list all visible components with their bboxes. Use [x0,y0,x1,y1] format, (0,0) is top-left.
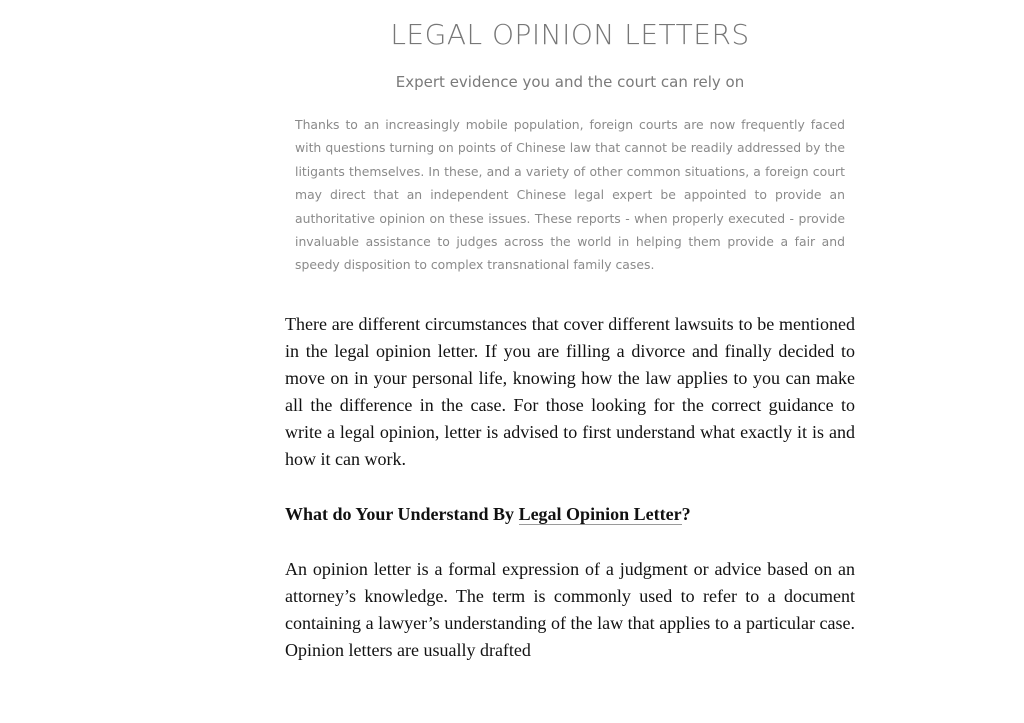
hero-body-text: Thanks to an increasingly mobile population, foreign courts are now frequently faced with questions turning on points of Chinese law that cannot be readily addressed by the litigants themselves. In these, and a variety of other common situations, a foreign court may direct that an independent Chinese legal expert be appointed to provide an authoritative opinion on these issues. These reports - when properly executed - provide invaluable assistance to judges across the world in helping them provide a fair and speedy disposition to complex transnational family cases. [295,117,845,273]
legal-opinion-letter-link[interactable]: Legal Opinion Letter [518,504,682,524]
article-paragraph-2: An opinion letter is a formal expression of a judgment or advice based on an attorney’s knowledge. The term is commonly used to refer to a document containing a lawyer’s understanding of the law that applies to a particular case. Opinion letters are usually drafted [285,559,855,660]
article-intro-paragraph: There are different circumstances that cover different lawsuits to be mentioned in the legal opinion letter. If you are filling a divorce and finally decided to move on in your personal life, knowing how the law applies to you can make all the difference in the case. For those looking for the correct guidance to write a legal opinion, letter is advised to first understand what exactly it is and how it can work. [285,314,855,469]
article-body [285,311,855,692]
heading-prefix: What do Your Understand By [285,504,519,524]
hero-title: LEGAL OPINION LETTERS [390,18,750,51]
hero-subtitle: Expert evidence you and the court can rely on [395,73,745,91]
article-section-heading [285,501,855,528]
hero-banner-image [0,0,1024,290]
heading-suffix: ? [681,504,691,524]
